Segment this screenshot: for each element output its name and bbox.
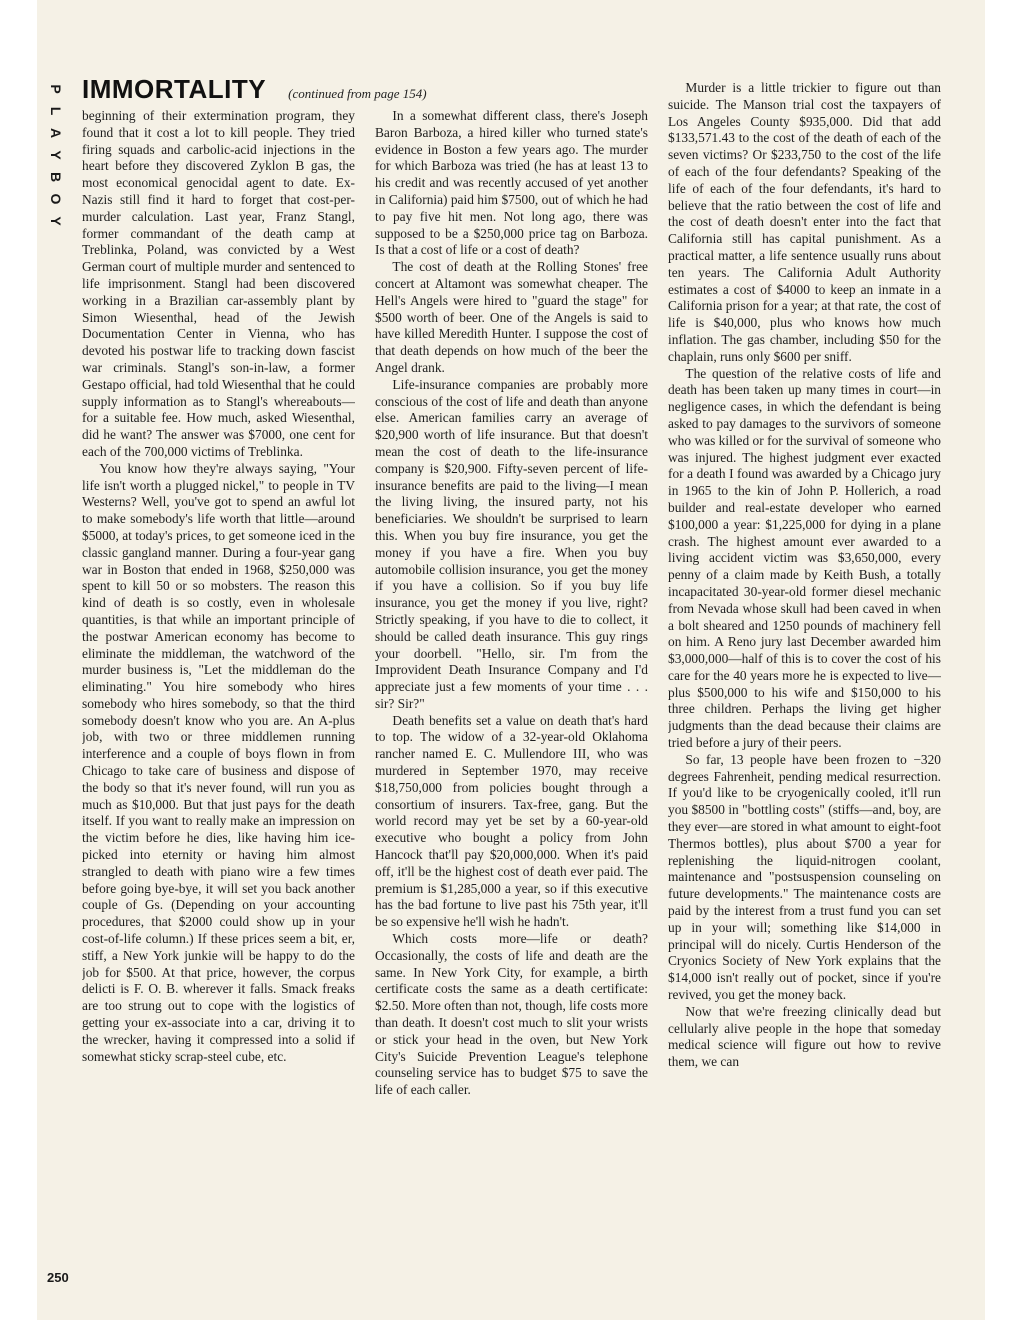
paragraph: So far, 13 people have been frozen to −320 degrees Fahrenheit, pending medical resurrection. If you'd like to be cryogenically cooled, it'll run you $8500 in "bottling costs" (stiffs—and, boy, are they ever—are stored in what amount to eight-foot Thermos bottles), plus about $700 a year for replenishing the liquid-nitrogen coolant, maintenance and "postsuspension counseling on future developments." The maintenance costs are paid by the interest from a trust fund you can set up in your will; something like $14,000 in principal will do nicely. Curtis Henderson of the Cryonics Society of New York explains that the $14,000 isn't really out of pocket, since if you're revived, you get the money back. <box>668 751 941 1003</box>
paragraph: The cost of death at the Rolling Stones' free concert at Altamont was somewhat cheaper. The Hell's Angels were hired to "guard the stage" for $500 worth of beer. One of the Angels is said to have killed Meredith Hunter. I suppose the cost of that death depends on how much of the beer the Angel drank. <box>375 259 648 375</box>
article-headline <box>82 74 427 105</box>
text-column-2 <box>375 108 648 1288</box>
spine-letter: P <box>48 84 64 94</box>
paragraph: You know how they're always saying, "Your life isn't worth a plugged nickel," to people in TV Westerns? Well, you've got to spend an awful lot to make somebody's life worth that little—around $5000, at today's prices, to get someone iced in the classic gangland manner. During a four-year gang war in Boston that ended in 1968, $250,000 was spent to kill 50 or so mobsters. The reason this kind of death is so costly, even in wholesale quantities, is that while an important principle of the postwar American economy has become to eliminate the middleman, the watchword of the murder business is, "Let the middleman do the eliminating." You hire somebody who hires somebody who hires somebody, so that the third somebody doesn't know who you are. An A-plus job, with two or three middlemen running interference and a couple of boys flown in from Chicago to take care of business and dispose of the body so that it's never found, will run you as much as $10,000. But that just pays for the death itself. If you want to really make an impression on the victim before he dies, like having him ice-picked into eternity or having him almost strangled to death with piano wire a few times before going bye-bye, it will set you back another couple of Gs. (Depending on your accounting procedures, that $2000 could show up in your cost-of-life column.) If these prices seem a bit, er, stiff, a New York junkie will be happy to do the job for $500. At that price, however, the corpus delicti is F. O. B. wherever it falls. Smack freaks are too strung out to cope with the logistics of getting your ex-associate into a car, driving it to the wrecker, having it compressed into a solid if somewhat sticky scrap-steel cube, etc. <box>82 460 355 1064</box>
paragraph: Life-insurance companies are probably more conscious of the cost of life and death than anyone else. American families carry an average of $20,900 worth of life insurance. But that doesn't mean the cost of death to the life-insurance company is $20,900. Fifty-seven percent of life-insurance benefits are paid to the living—I mean the living living, the insured party, not his beneficiaries. We shouldn't be surprised to learn this. When you buy fire insurance, you get the money if you have a fire. When you buy automobile collision insurance, you get the money if you have a collision. So if you buy life insurance, you get the money if you live, right? Strictly speaking, if you have to die to collect, it should be called death insurance. This guy rings your doorbell. "Hello, sir. I'm from the Improvident Death Insurance Company and I'd appreciate just a few moments of your time . . . sir? Sir?" <box>375 376 648 711</box>
paragraph: Now that we're freezing clinically dead but cellularly alive people in the hope that someday medical science will figure out how to revive them, we can <box>668 1003 941 1070</box>
spine-letter: L <box>48 106 64 116</box>
paragraph: beginning of their extermination program, they found that it cost a lot to kill people. They tried firing squads and carbolic-acid injections in the heart before they discovered Zyklon B gas, the most economical genocidal agent to date. Ex-Nazis still find it hard to forget that cost-per-murder calculation. Last year, Franz Stangl, former commandant of the death camp at Treblinka, Poland, was convicted by a West German court of multiple murder and sentenced to life imprisonment. Stangl had been discovered working in a Brazilian car-assembly plant by Simon Wiesenthal, head of the Jewish Documentation Center in Vienna, who has devoted his postwar life to tracking down fascist war criminals. Stangl's son-in-law, a former Gestapo official, had told Wiesenthal that he could supply information as to Stangl's whereabouts—for a suitable fee. How much, asked Wiesenthal, did he want? The answer was $7000, one cent for each of the 700,000 victims of Treblinka. <box>82 108 355 459</box>
paragraph: Murder is a little trickier to figure out than suicide. The Manson trial cost the taxpayers of Los Angeles County $935,000. Did that add $133,571.43 to the cost of the death of each of the seven victims? Or $233,750 to the cost of the life of each of the four defendants? Speaking of the life of each of the four defendants, it's hard to believe that the ratio between the cost of life and the cost of death doesn't enter into the fact that California still has capital punishment. As a practical matter, a life sentence usually runs about ten years. The California Adult Authority estimates a cost of $4000 to keep an inmate in a California prison for a year; at that rate, the cost of life is $40,000, plus who knows how much inflation. The gas chamber, including $50 for the chaplain, runs only $600 per sniff. <box>668 80 941 364</box>
spine-letter: Y <box>48 216 64 226</box>
paragraph: In a somewhat different class, there's Joseph Baron Barboza, a hired killer who turned state's evidence in Boston a few years ago. The murder for which Barboza was tried (he has at least 13 to his credit and was recently accused of yet another in California) paid him $7500, out of which he had to pay five hit men. Not long ago, there was supposed to be a $250,000 price tag on Barboza. Is that a cost of life or a cost of death? <box>375 108 648 258</box>
text-column-1 <box>82 108 355 1288</box>
text-column-3 <box>668 80 941 1288</box>
magazine-spine-title <box>45 78 67 232</box>
paragraph: Death benefits set a value on death that's hard to top. The widow of a 32-year-old Oklahoma rancher named E. C. Mullendore III, who was murdered in September 1970, may receive $18,750,000 from policies bought through a consortium of insurers. Tax-free, gang. But the world record may yet be set by a 60-year-old executive who bought a policy from John Hancock that'll pay $20,000,000. When it's paid off, it'll be the highest cost of death ever paid. The premium is $1,285,000 a year, so if this executive has the bad fortune to live past his 75th year, it'll be so expensive he'll wish he hadn't. <box>375 712 648 930</box>
spine-letter: Y <box>48 150 64 160</box>
page-number: 250 <box>47 1270 69 1285</box>
article-title: IMMORTALITY <box>82 74 267 104</box>
paragraph: The question of the relative costs of life and death has been taken up many times in court—in negligence cases, in which the defendant is being asked to pay damages to the survivors of someone who was killed or for the survival of someone who was injured. The highest judgment ever exacted for a death I found was awarded by a Chicago jury in 1965 to the kin of John P. Hollerich, a road builder and real-estate developer who earned $100,000 a year: $1,225,000 for dying in a plane crash. The highest amount ever awarded to a living accident victim was $3,650,000, every penny of a claim made by Keith Bush, a totally incapacitated 30-year-old former diesel mechanic from Nevada whose skull had been caved in when a bolt sheared and 1250 pounds of machinery fell on him. A Reno jury last December awarded him $3,000,000—half of this is to cover the cost of his care for the 40 years more he is expected to live—plus $500,000 to his wife and $150,000 to his three children. Perhaps the living get higher judgments than the dead because their claims are tried before a jury of their peers. <box>668 365 941 751</box>
paragraph: Which costs more—life or death? Occasionally, the costs of life and death are the same. In New York City, for example, a birth certificate costs the same as a death certificate: $2.50. More often than not, though, life costs more than death. It doesn't cost much to slit your wrists or stick your head in the oven, but New York City's Suicide Prevention League's telephone counseling service has to budget $75 to save the life of each caller. <box>375 931 648 1098</box>
spine-letter: B <box>48 171 64 183</box>
spine-letter: A <box>48 127 64 139</box>
spine-letter: O <box>48 193 64 205</box>
continued-note: (continued from page 154) <box>288 86 427 101</box>
